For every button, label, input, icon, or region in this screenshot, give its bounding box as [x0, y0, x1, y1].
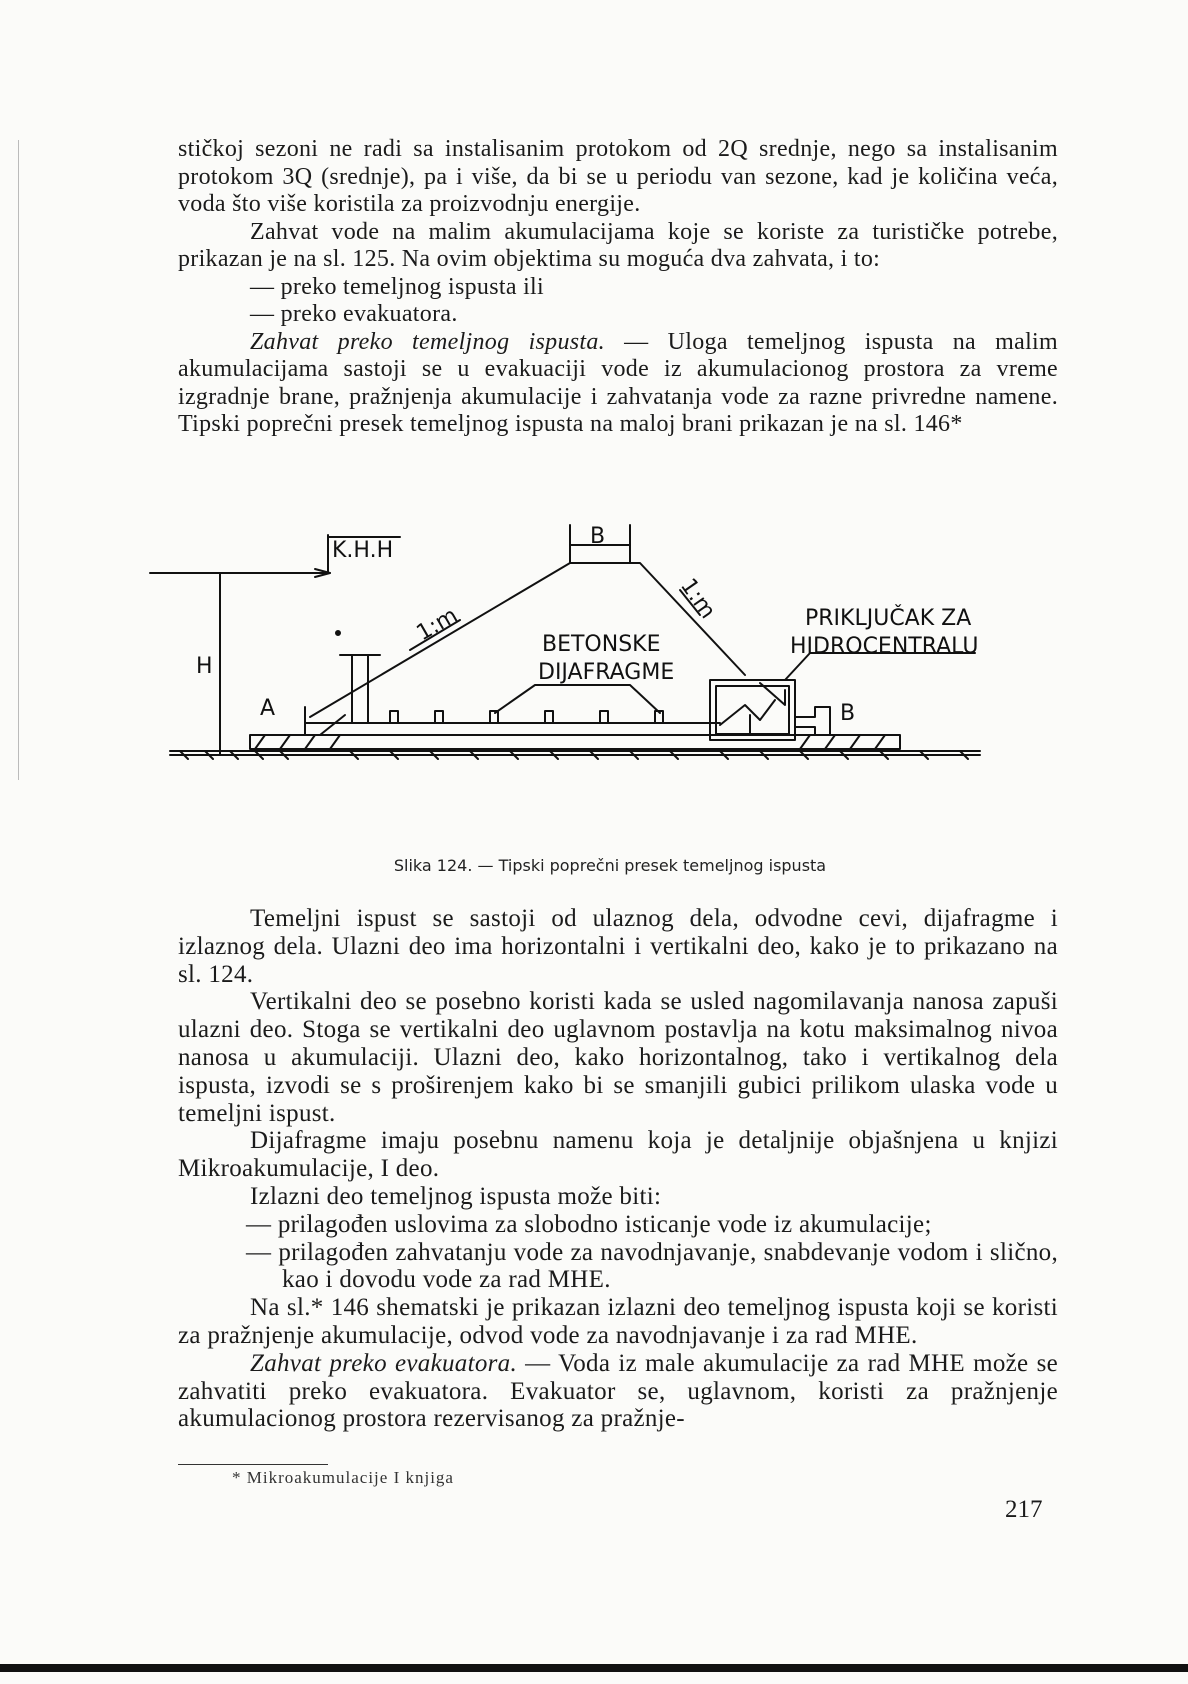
paragraph-text: — Voda iz male akumulacije za rad MHE može se zahvatiti preko evakuatora. Evakuator se, uglavnom, koristi za pražnjenje akumulacionog prostora rezervisanog za pražnje- — [178, 1349, 1058, 1433]
diaphragm — [545, 711, 553, 723]
hidrocentralu-label: HIDROCENTRALU — [790, 634, 979, 659]
bottom-text-block — [178, 905, 1058, 1433]
paragraph: Temeljni ispust se sastoji od ulaznog dela, odvodne cevi, dijafragme i izlaznog dela. Ulazni deo ima horizontalni i vertikalni deo, kako je to prikazano na sl. 124. — [178, 905, 1058, 988]
prikljucak-label: PRIKLJUČAK ZA — [805, 606, 972, 631]
list-item: — prilagođen zahvatanju vode za navodnjavanje, snabdevanje vodom i slično, kao i dovodu vode za rad MHE. — [246, 1238, 1058, 1294]
betonske-label: BETONSKE — [542, 632, 661, 657]
outlet-chamber-inner — [716, 686, 789, 734]
paragraph: Izlazni deo temeljnog ispusta može biti: — [250, 1182, 662, 1210]
paragraph-text: — Uloga temeljnog ispusta na malim akumulacijama sastoji se u evakuaciji vode iz akumulacionog prostora za vreme izgradnje brane, pražnjenja akumulacije i zahvatanja vode za razne privredne namene. Tipski poprečni presek temeljnog ispusta na maloj brani prikazan je na sl. 146* — [178, 328, 1058, 437]
paragraph — [178, 329, 1058, 439]
slope-label-left: 1:m — [412, 603, 463, 647]
footnote: * Mikroakumulacije I knjiga — [232, 1468, 454, 1487]
paragraph: Na sl.* 146 shematski je prikazan izlazni deo temeljnog ispusta koji se koristi za pražnjenje akumulacije, odvod vode za navodnjavanje i za rad MHE. — [178, 1294, 1058, 1349]
foundation-hatching — [255, 735, 885, 749]
cross-section-drawing — [160, 524, 1060, 845]
khh-label: K.H.H — [332, 538, 394, 563]
diaphragm — [390, 711, 398, 723]
diaphragm — [600, 711, 608, 723]
diaphragm — [435, 711, 443, 723]
list-item: — preko temeljnog ispusta ili — [250, 273, 544, 300]
footnote-rule — [178, 1464, 328, 1465]
paragraph: stičkoj sezoni ne radi sa instalisanim protokom od 2Q srednje, nego sa instalisanim protokom 3Q (srednje), pa i više, da bi se u periodu van sezone, kad je količina veća, voda što više koristila za proizvodnju energije. — [178, 136, 1058, 217]
outlet-valves — [720, 700, 775, 733]
paragraph: Dijafragme imaju posebnu namenu koja je detaljnije objašnjena u knjizi Mikroakumulacije, I deo. — [178, 1127, 1058, 1183]
list-item: — preko evakuatora. — [250, 301, 458, 327]
point-a-label: A — [260, 696, 276, 721]
paragraph: Vertikalni deo se posebno koristi kada se usled nagomilavanja nanosa zapuši ulazni deo. Stoga se vertikalni deo uglavnom postavlja na kotu maksimalnog nivoa nanosa u akumulaciji. Ulazni deo, kako horizontalnog, tako i vertikalnog dela ispusta, izvodi se s proširenjem kako bi se smanjili gubici prilikom ulaska vode u temeljni ispust. — [178, 988, 1058, 1127]
page-number: 217 — [1005, 1496, 1043, 1523]
connection-pipe — [795, 707, 830, 735]
inlet-horizontal — [305, 707, 345, 735]
point-b-label: B — [840, 701, 856, 726]
top-text-block — [178, 136, 1058, 439]
diaphragm-leader — [495, 685, 660, 713]
dijafragme-label: DIJAFRAGME — [538, 660, 675, 685]
scan-margin-line — [18, 140, 19, 780]
inlet-vertical — [340, 655, 380, 723]
section-heading-inline: Zahvat preko temeljnog ispusta. — [250, 328, 605, 355]
figure-caption: Slika 124. — Tipski poprečni presek temeljnog ispusta — [393, 856, 827, 875]
section-heading-inline: Zahvat preko evakuatora. — [250, 1349, 518, 1377]
scan-bottom-edge — [0, 1664, 1188, 1672]
dot — [336, 631, 340, 635]
height-label: H — [196, 654, 213, 679]
paragraph — [178, 1350, 1058, 1433]
figure-cross-section — [160, 524, 1060, 845]
outlet-chamber — [710, 680, 795, 740]
paragraph: Zahvat vode na malim akumulacijama koje se koriste za turističke potrebe, prikazan je na sl. 125. Na ovim objektima su moguća dva zahvata, i to: — [178, 218, 1058, 272]
slope-label-right: 1:m — [675, 574, 721, 624]
list-item: — prilagođen uslovima za slobodno isticanje vode iz akumulacije; — [246, 1210, 932, 1238]
crest-width-label: B — [590, 524, 606, 549]
